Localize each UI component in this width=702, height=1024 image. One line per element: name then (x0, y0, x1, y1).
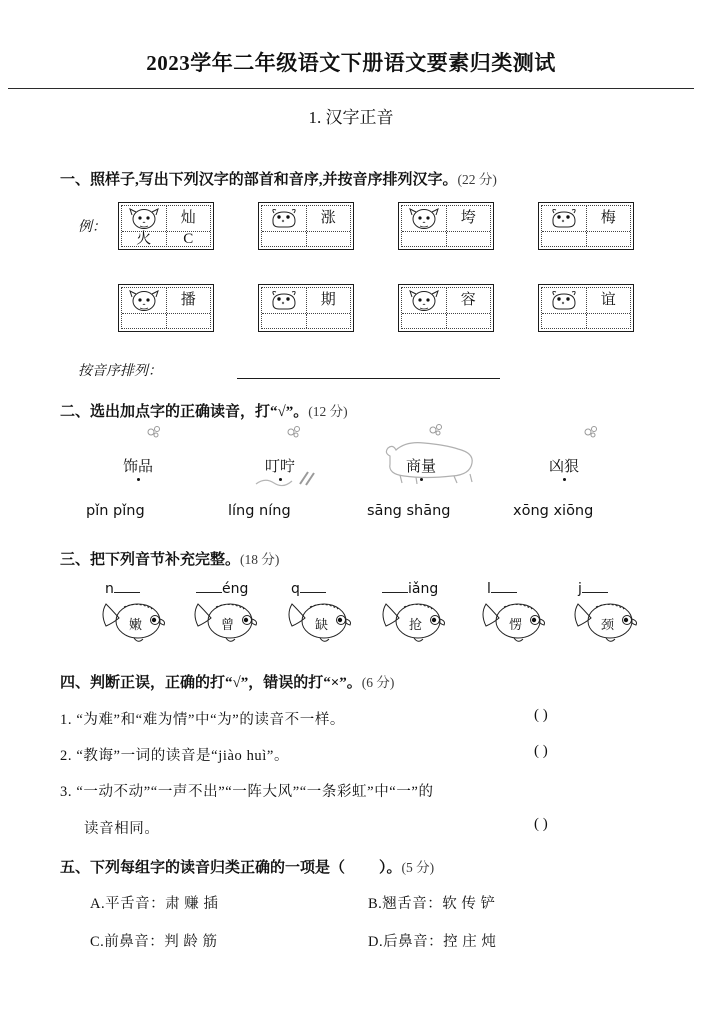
exercise-3-points: (18 分) (240, 552, 280, 567)
ex5-option-b-label: 翘舌音： (382, 896, 443, 912)
emphasis-dot-0 (137, 478, 140, 481)
ex4-item-number-0: 1. (60, 712, 73, 728)
ex3-syllable-pre-5: j (578, 581, 582, 597)
hamster-icon (547, 288, 581, 313)
charbox-2[interactable] (398, 202, 494, 250)
charbox-char-0: 灿 (180, 210, 196, 226)
cat-icon (127, 288, 161, 313)
ex3-syllable-pre-2: q (291, 581, 300, 597)
ex4-item-number-1: 2. (60, 748, 73, 764)
fish-char-4: 愣 (509, 617, 523, 632)
charbox-initial-5[interactable] (307, 314, 351, 328)
exercise-4-prompt-text: 四、判断正误，正确的打“√”，错误的打“×”。 (60, 675, 362, 691)
charbox-char-3: 梅 (600, 210, 616, 226)
charbox-initial-3[interactable] (587, 232, 631, 246)
ex4-item-2 (60, 780, 434, 801)
charbox-radical-0[interactable]: 火 (122, 232, 167, 247)
ex3-syllable-post-1: éng (222, 581, 249, 597)
ex5-option-a[interactable] (90, 892, 218, 913)
charbox-initial-4[interactable] (167, 314, 211, 328)
hamster-icon (267, 206, 301, 231)
fish-char-2: 缺 (315, 617, 329, 632)
pet-icon-cell-0 (122, 206, 167, 231)
emphasis-dot-2 (420, 478, 423, 481)
charbox-radical-4[interactable] (122, 314, 167, 328)
ex4-item-0 (60, 708, 345, 729)
exercise-1-points: (22 分) (457, 172, 497, 187)
fish-char-5: 颈 (601, 617, 615, 632)
exercise-5-prompt-text-b: ）。 (379, 860, 402, 876)
page-title: 2023学年二年级语文下册语文要素归类测试 (146, 51, 556, 75)
ex4-item-1 (60, 744, 289, 765)
ex5-option-d-key: D. (368, 934, 384, 950)
fish-char-1: 曾 (221, 617, 235, 632)
exercise-3-prompt (60, 548, 279, 569)
charbox-initial-7[interactable] (587, 314, 631, 328)
flower-doodle-icon (143, 424, 165, 440)
exercise-5-prompt-text-a: 五、下列每组字的读音归类正确的一项是（ (60, 860, 346, 876)
charbox-radical-3[interactable] (542, 232, 587, 246)
charbox-radical-1[interactable] (262, 232, 307, 246)
example-label: 例： (78, 220, 106, 235)
cat-icon (407, 206, 441, 231)
charbox-char-4: 播 (180, 292, 196, 308)
ex5-option-b-chars: 软 传 铲 (442, 896, 496, 912)
title-divider (8, 88, 694, 89)
ex3-syllable-5[interactable] (578, 580, 608, 597)
ex5-option-c[interactable] (90, 930, 218, 951)
charbox-radical-6[interactable] (402, 314, 447, 328)
order-answer-blank[interactable] (237, 378, 500, 379)
ex5-option-c-chars: 判 龄 筋 (164, 934, 218, 950)
exercise-1-prompt (60, 168, 497, 189)
ex5-option-a-key: A. (90, 896, 106, 912)
pet-icon-cell-1 (262, 206, 307, 231)
fish-1 (190, 598, 264, 649)
charbox-6[interactable] (398, 284, 494, 332)
ex2-word-3: 凶狠 (548, 459, 579, 475)
ex4-item-number-2: 3. (60, 784, 73, 800)
charbox-radical-7[interactable] (542, 314, 587, 328)
sheep-doodle-icon (376, 436, 496, 484)
charbox-7[interactable] (538, 284, 634, 332)
charbox-initial-1[interactable] (307, 232, 351, 246)
order-label: 按音序排列： (78, 364, 162, 379)
charbox-initial-6[interactable] (447, 314, 491, 328)
ex3-syllable-1[interactable] (196, 580, 248, 597)
ex2-word-0: 饰品 (122, 459, 153, 475)
ex5-option-d-chars: 控 庄 炖 (443, 934, 497, 950)
charbox-3[interactable] (538, 202, 634, 250)
ex3-syllable-4[interactable] (487, 580, 517, 597)
ex3-syllable-pre-4: l (487, 581, 491, 597)
ex5-option-a-label: 平舌音： (105, 896, 166, 912)
fish-4 (478, 598, 552, 649)
exercise-2-points: (12 分) (308, 404, 348, 419)
ex5-option-b[interactable] (368, 892, 496, 913)
cat-icon (407, 288, 441, 313)
fish-char-3: 抢 (409, 617, 423, 632)
flower-doodle-icon (580, 424, 602, 440)
ex3-syllable-3[interactable] (382, 580, 438, 597)
charbox-4[interactable] (118, 284, 214, 332)
ex2-pinyin-options-3[interactable]: xōng xiōng (513, 503, 594, 519)
ex4-item-2-line2: 读音相同。 (84, 821, 160, 837)
fish-5 (570, 598, 644, 649)
fish-char-0: 嫩 (129, 617, 143, 632)
charbox-char-7: 谊 (600, 292, 616, 308)
pet-icon-cell-6 (402, 288, 447, 313)
ex4-answer-1[interactable]: ( ) (534, 743, 548, 759)
charbox-1[interactable] (258, 202, 354, 250)
ex5-option-d[interactable] (368, 930, 496, 951)
ex2-word-1: 叮咛 (264, 459, 295, 475)
section-title: 1. 汉字正音 (308, 108, 394, 127)
exercise-2-prompt (60, 400, 348, 421)
ex5-option-b-key: B. (368, 896, 383, 912)
fish-0 (98, 598, 172, 649)
ex3-syllable-2[interactable] (291, 580, 326, 597)
emphasis-dot-3 (563, 478, 566, 481)
exercise-1-prompt-text: 一、照样子,写出下列汉字的部首和音序,并按音序排列汉字。 (60, 172, 458, 188)
hamster-icon (267, 288, 301, 313)
ex5-option-a-chars: 肃 赚 插 (165, 896, 219, 912)
ex3-syllable-post-3: iǎng (408, 581, 439, 597)
charbox-radical-2[interactable] (402, 232, 447, 246)
fish-3 (378, 598, 452, 649)
charbox-radical-5[interactable] (262, 314, 307, 328)
exercise-4-points: (6 分) (361, 675, 395, 690)
ex2-word-2: 商量 (405, 459, 436, 475)
ex4-item-text-2: “一动不动”“一声不出”“一阵大风”“一条彩虹”中“一”的 (76, 784, 434, 800)
charbox-char-6: 容 (460, 292, 476, 308)
charbox-char-1: 涨 (320, 210, 336, 226)
flower-doodle-icon (283, 424, 305, 440)
pet-icon-cell-3 (542, 206, 587, 231)
charbox-5[interactable] (258, 284, 354, 332)
exercise-3-prompt-text: 三、把下列音节补充完整。 (60, 552, 241, 568)
fish-2 (284, 598, 358, 649)
exercise-5-prompt (60, 856, 434, 877)
exercise-5-points: (5 分) (401, 860, 435, 875)
pet-icon-cell-5 (262, 288, 307, 313)
ex5-option-c-key: C. (90, 934, 105, 950)
ex4-item-text-0: “为难”和“难为情”中“为”的读音不一样。 (76, 712, 346, 728)
ex3-syllable-pre-0: n (105, 581, 114, 597)
charbox-char-2: 垮 (460, 210, 476, 226)
hamster-icon (547, 206, 581, 231)
ex4-answer-2[interactable]: ( ) (534, 816, 548, 832)
charbox-char-5: 期 (320, 292, 336, 308)
ex4-item-text-1: “教诲”一词的读音是“jiào huì”。 (76, 748, 290, 764)
charbox-initial-0[interactable]: C (183, 231, 194, 247)
exercise-2-prompt-text: 二、选出加点字的正确读音，打“√”。 (60, 404, 309, 420)
ex5-option-d-label: 后鼻音： (383, 934, 444, 950)
pet-icon-cell-4 (122, 288, 167, 313)
exercise-4-prompt (60, 671, 394, 692)
ex2-pinyin-options-2[interactable]: sāng shāng (367, 503, 451, 519)
ex2-pinyin-options-0[interactable]: pǐn pǐng (86, 503, 145, 519)
emphasis-dot-1 (279, 478, 282, 481)
pet-icon-cell-2 (402, 206, 447, 231)
pet-icon-cell-7 (542, 288, 587, 313)
ex4-answer-0[interactable]: ( ) (534, 707, 548, 723)
ex2-pinyin-options-1[interactable]: líng níng (228, 503, 291, 519)
charbox-0[interactable] (118, 202, 214, 250)
ex5-option-c-label: 前鼻音： (104, 934, 165, 950)
cat-icon (127, 206, 161, 231)
ex3-syllable-0[interactable] (105, 580, 140, 597)
charbox-initial-2[interactable] (447, 232, 491, 246)
